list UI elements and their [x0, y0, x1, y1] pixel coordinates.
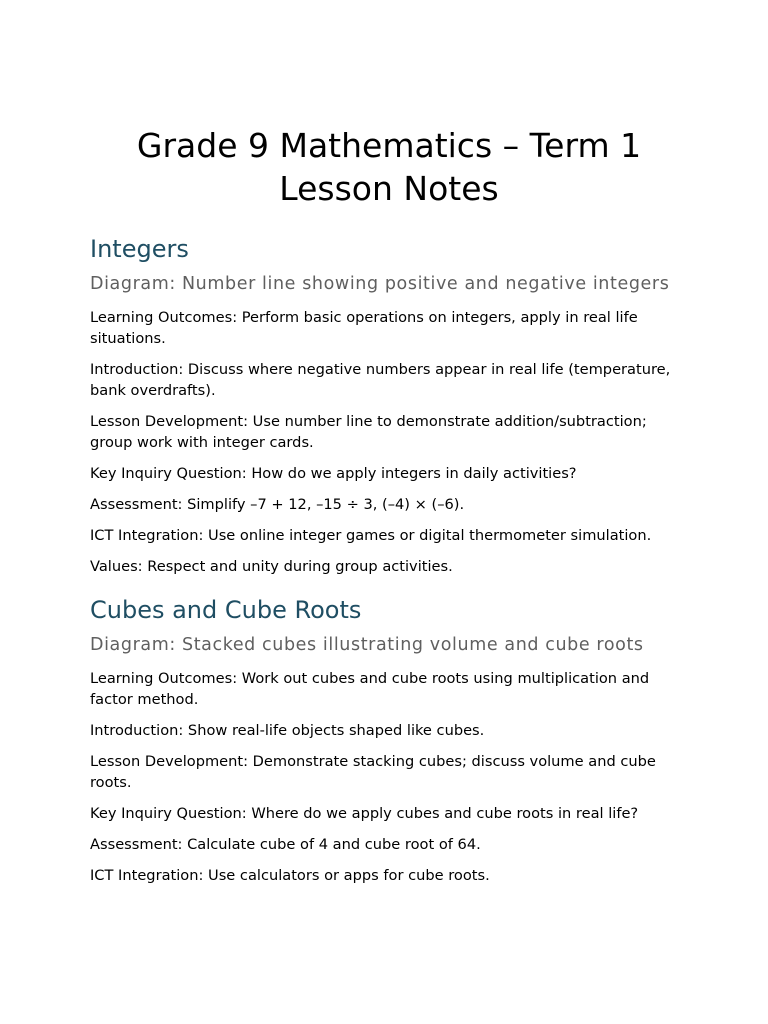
lesson-development-paragraph: Lesson Development: Use number line to demonstrate addition/subtraction; group work with integer cards.: [90, 413, 647, 451]
introduction-paragraph: Introduction: Discuss where negative numbers appear in real life (temperature, bank overdrafts).: [90, 361, 671, 399]
ict-integration-paragraph: ICT Integration: Use calculators or apps for cube roots.: [90, 867, 490, 884]
learning-outcomes-paragraph: Learning Outcomes: Work out cubes and cube roots using multiplication and factor method.: [90, 670, 650, 708]
key-inquiry-question-paragraph: Key Inquiry Question: How do we apply integers in daily activities?: [90, 465, 577, 482]
assessment-paragraph: Assessment: Calculate cube of 4 and cube root of 64.: [90, 836, 481, 853]
introduction-paragraph: Introduction: Show real-life objects shaped like cubes.: [90, 722, 485, 739]
document-title-line-1: Grade 9 Mathematics – Term 1: [136, 126, 642, 165]
document-page: [90, 124, 688, 896]
document-title-line-2: Lesson Notes: [279, 169, 499, 208]
document-title: [90, 124, 688, 210]
section-heading: Cubes and Cube Roots: [90, 596, 362, 624]
section-cubes-and-cube-roots: [90, 595, 688, 886]
section-heading: Integers: [90, 235, 189, 263]
diagram-caption: Diagram: Stacked cubes illustrating volume and cube roots: [90, 635, 644, 655]
key-inquiry-question-paragraph: Key Inquiry Question: Where do we apply cubes and cube roots in real life?: [90, 805, 639, 822]
learning-outcomes-paragraph: Learning Outcomes: Perform basic operations on integers, apply in real life situations.: [90, 309, 638, 347]
lesson-development-paragraph: Lesson Development: Demonstrate stacking cubes; discuss volume and cube roots.: [90, 753, 656, 791]
section-integers: [90, 234, 688, 577]
diagram-caption: Diagram: Number line showing positive and negative integers: [90, 274, 670, 294]
values-paragraph: Values: Respect and unity during group activities.: [90, 558, 453, 575]
ict-integration-paragraph: ICT Integration: Use online integer games or digital thermometer simulation.: [90, 527, 652, 544]
assessment-paragraph: Assessment: Simplify –7 + 12, –15 ÷ 3, (–4) × (–6).: [90, 496, 465, 513]
